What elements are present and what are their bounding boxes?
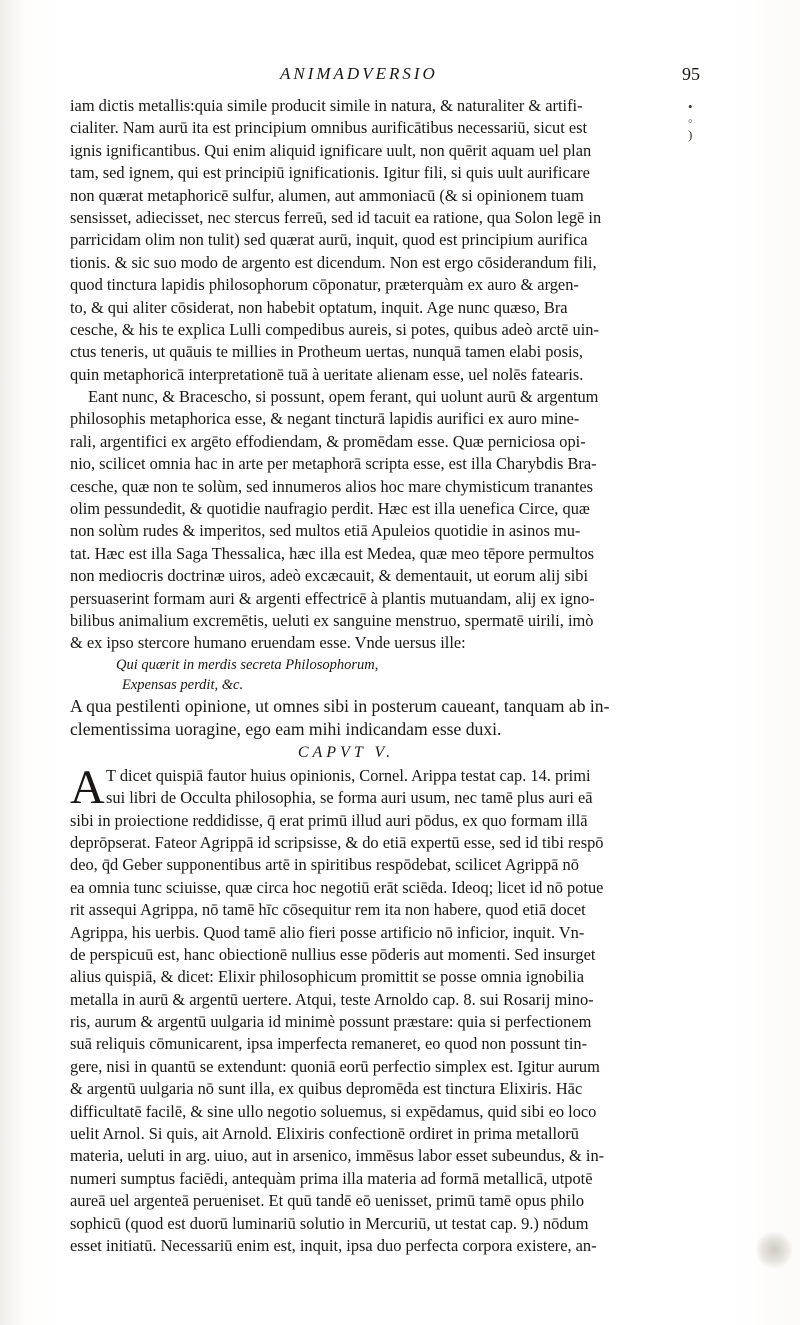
verse-line: Expensas perdit, &c. bbox=[122, 676, 244, 693]
text-line: non solùm rudes & imperitos, sed multos etiā Apuleios quotidie in asinos mu- bbox=[70, 521, 581, 541]
page-number: 95 bbox=[682, 64, 700, 84]
text-line: suā reliquis cōmunicarent, ipsa imperfecta remaneret, eo quod non possunt tin- bbox=[70, 1034, 588, 1054]
text-line: olim pessundedit, & quotidie naufragio perdit. Hæc est illa uenefica Circe, quæ bbox=[70, 499, 590, 519]
text-line: & argentū uulgaria nō sunt illa, ex quibus depromēda est tinctura Elixiris. Hāc bbox=[70, 1079, 583, 1099]
text-line: persuaserint formam auri & argenti effectricē à plantis mutuandam, alij ex igno- bbox=[70, 588, 595, 608]
margin-mark: • ◦ ) bbox=[688, 99, 693, 142]
text-line: tat. Hæc est illa Saga Thessalica, hæc illa est Medea, quæ meo tēpore permultos bbox=[70, 543, 595, 563]
text-line: ris, aurum & argentū uulgaria id minimè possunt præstare: quia si perfectionem bbox=[70, 1012, 592, 1032]
text-line: gere, nisi in quantū se extendunt: quoniā eorū perfectio simplex est. Igitur aurum bbox=[70, 1056, 600, 1076]
text-line: clementissima uoragine, ego eam mihi indicandam esse duxi. bbox=[70, 718, 502, 739]
text-line: iam dictis metallis:quia simile producit simile in natura, & naturaliter & artifi- bbox=[70, 96, 583, 115]
text-line: deo, q̄d Geber supponentibus artē in spiritibus respōdebat, scilicet Agrippā nō bbox=[70, 855, 579, 875]
text-line: rali, argentifici ex argēto effodiendam, & promēdam esse. Quæ perniciosa opi- bbox=[70, 431, 586, 451]
text-line: A qua pestilenti opinione, ut omnes sibi in posterum caueant, tanquam ab in- bbox=[70, 695, 610, 716]
verse-line: Qui quærit in merdis secreta Philosophorum, bbox=[116, 656, 379, 673]
text-line: non mediocris doctrinæ uiros, adeò excæcauit, & dementauit, ut eorum alij sibi bbox=[70, 566, 589, 586]
text-line: tionis. & sic suo modo de argento est dicendum. Non est ergo cōsiderandum fili, bbox=[70, 252, 597, 272]
text-line: uelit Arnol. Si quis, ait Arnold. Elixiris confectionē ordiret in prima metallorū bbox=[70, 1124, 579, 1144]
text-line: tam, sed ignem, qui est principiū ignificationis. Igitur fili, si quis uult aurificare bbox=[70, 163, 590, 183]
text-line: cesche, quæ non te solùm, sed innumeros alios hoc mare chymisticum tranantes bbox=[70, 476, 594, 496]
text-line: ignis ignificantibus. Qui enim aliquid ignificare uult, non quērit aquam uel plan bbox=[70, 140, 592, 160]
text-line: non quærat metaphoricē sulfur, alumen, aut ammoniacū (& si opinionem tuam bbox=[70, 185, 584, 205]
text-line: difficultatē facilē, & sine ullo negotio soluemus, si expēdamus, quid sibi eo loco bbox=[70, 1101, 597, 1121]
paragraph-2 bbox=[70, 386, 682, 655]
text-line: quin metaphoricā interpretationē tuā à ueritate alienam esse, uel nolēs fatearis. bbox=[70, 364, 584, 384]
chapter-opening bbox=[70, 760, 682, 814]
running-head bbox=[70, 64, 700, 88]
text-line: philosophis metaphorica esse, & negant tincturā lapidis aurifici ex auro mine- bbox=[70, 409, 580, 429]
text-line: esset initiatū. Necessariū enim est, inquit, ipsa duo perfecta corpora existere, an- bbox=[70, 1235, 597, 1255]
text-line: ea omnia tunc sciuisse, quæ circa hoc negotiū erāt sciēda. Ideoq; licet id nō potue bbox=[70, 877, 604, 897]
text-line: bilibus animalium excremētis, ueluti ex sanguine menstruo, spermatē uirili, imò bbox=[70, 610, 594, 630]
main-text bbox=[70, 95, 682, 1257]
text-line: ctus teneris, ut quāuis te millies in Protheum uertas, nunquā tamen elabi posis, bbox=[70, 342, 584, 362]
paragraph-1 bbox=[70, 95, 682, 386]
text-line: cesche, & his te explica Lulli compedibus aureis, si potes, quibus adeò arctē uin- bbox=[70, 319, 599, 339]
text-line: quod tinctura lapidis philosophorum cōponatur, præterquàm ex auro & argen- bbox=[70, 275, 579, 295]
text-line: Eant nunc, & Bracescho, si possunt, opem ferant, qui uolunt aurū & argentum bbox=[88, 387, 599, 407]
verse-quotation bbox=[70, 655, 682, 695]
text-line: sui libri de Occulta philosophia, se forma auri usum, nec tamē plus auri eā bbox=[106, 788, 593, 808]
text-line: metalla in aurū & argentū uertere. Atqui, teste Arnoldo cap. 8. sui Rosarij mino- bbox=[70, 989, 594, 1009]
text-line: parricidam olim non tulit) sed quærat aurū, inquit, quod est principium aurifica bbox=[70, 230, 588, 250]
chapter-body bbox=[70, 760, 682, 1258]
text-line: Agrippa, his uerbis. Quod tamē alio fieri posse artificio nō inficior, inquit. Vn- bbox=[70, 922, 585, 942]
drop-cap: A bbox=[70, 760, 105, 814]
text-line: & ex ipso stercore humano eruendam esse. Vnde uersus ille: bbox=[70, 633, 466, 653]
closing-paragraph bbox=[70, 695, 682, 741]
chapter-heading: CAPVT V. bbox=[297, 743, 395, 761]
text-line: alius quispiā, & dicet: Elixir philosophicum promittit se posse omnia ignobilia bbox=[70, 967, 584, 987]
gutter-shadow bbox=[0, 0, 26, 1325]
text-line: T dicet quispiā fautor huius opinionis, Cornel. Arippa testat cap. 14. primi bbox=[106, 765, 591, 785]
text-line: sophicū (quod est duorū luminariū solutio in Mercuriū, ut testat cap. 9.) nōdum bbox=[70, 1213, 589, 1233]
text-line: nio, scilicet omnia hac in arte per metaphorā scripta esse, est illa Charybdis Bra- bbox=[70, 454, 597, 474]
text-line: cialiter. Nam aurū ita est principium omnibus aurificātibus necessariū, sicut est bbox=[70, 118, 588, 138]
text-line: to, & qui aliter cōsiderat, non habebit optatum, inquit. Age nunc quæso, Bra bbox=[70, 297, 568, 317]
text-line: sibi in proiectione reddidisse, q̄ erat primū illud auri pōdus, ex quo formam illā bbox=[70, 810, 588, 830]
text-line: materia, ueluti in arg. uiuo, aut in arsenico, immēsus labor esset subeundus, & in- bbox=[70, 1146, 605, 1166]
text-line: aureā uel argenteā perueniset. Et quū tandē eō uenisset, primū tamē opus philo bbox=[70, 1191, 585, 1211]
text-line: numeri sumptus faciēdi, antequàm prima illa materia ad formā metallicā, utpotē bbox=[70, 1168, 593, 1188]
text-line: deprōpserat. Fateor Agrippā id scripsisse, & do etiā expertū esse, sed id tibi respō bbox=[70, 832, 604, 852]
paper-stain bbox=[756, 1230, 792, 1270]
running-title: ANIMADVERSIO bbox=[280, 64, 438, 83]
text-line: sensisset, adiecisset, nec stercus ferreū, sed id tacuit ea ratione, qua Solon legē in bbox=[70, 207, 602, 227]
text-line: rit assequi Agrippa, nō tamē hīc cōsequitur rem ita non habere, quod etiā docet bbox=[70, 900, 586, 920]
text-line: de perspicuū est, hanc obiectionē nullius esse pōderis aut momenti. Sed insurget bbox=[70, 944, 596, 964]
